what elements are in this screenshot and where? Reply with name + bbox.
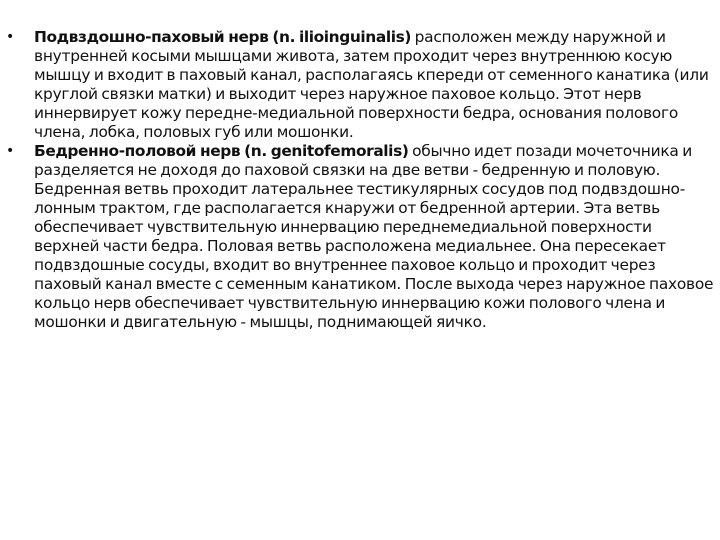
bullet-list: [0, 28, 715, 332]
bullet-marker: •: [6, 143, 15, 159]
term-description: расположен между наружной и внутренней косыми мышцами живота, затем проходит через внутреннюю косую мышцу и входит в паховый канал, располагаясь кпереди от семенного канатика (или круглой связки матки) и выходит через наружное паховое кольцо. Этот нерв иннервирует кожу передне-медиальной поверхности бедра, основания полового члена, лобка, половых губ или мошонки.: [34, 28, 709, 141]
bullet-item-genitofemoral-nerve: [0, 142, 715, 332]
bullet-item-ilioinguinal-nerve: [0, 28, 715, 142]
term-description: обычно идет позади мочеточника и разделяется не доходя до паховой связки на две ветви - бедренную и половую. Бедренная ветвь проходит латеральнее тестикулярных сосудов под подвздошно-лонным трактом, где располагается кнаружи от бедренной артерии. Эта ветвь обеспечивает чувствительную иннервацию переднемедиальной поверхности верхней части бедра. Половая ветвь расположена медиальнее. Она пересекает подвздошные сосуды, входит во внутреннее паховое кольцо и проходит через паховый канал вместе с семенным канатиком. После выхода через наружное паховое кольцо нерв обеспечивает чувствительную иннервацию кожи полового члена и мошонки и двигательную - мышцы, поднимающей яичко.: [34, 142, 714, 331]
term-heading: Бедренно-половой нерв (n. genitofemoralis): [34, 142, 409, 160]
bullet-marker: •: [6, 29, 15, 45]
term-heading: Подвздошно-паховый нерв (n. ilioinguinalis): [34, 28, 411, 46]
